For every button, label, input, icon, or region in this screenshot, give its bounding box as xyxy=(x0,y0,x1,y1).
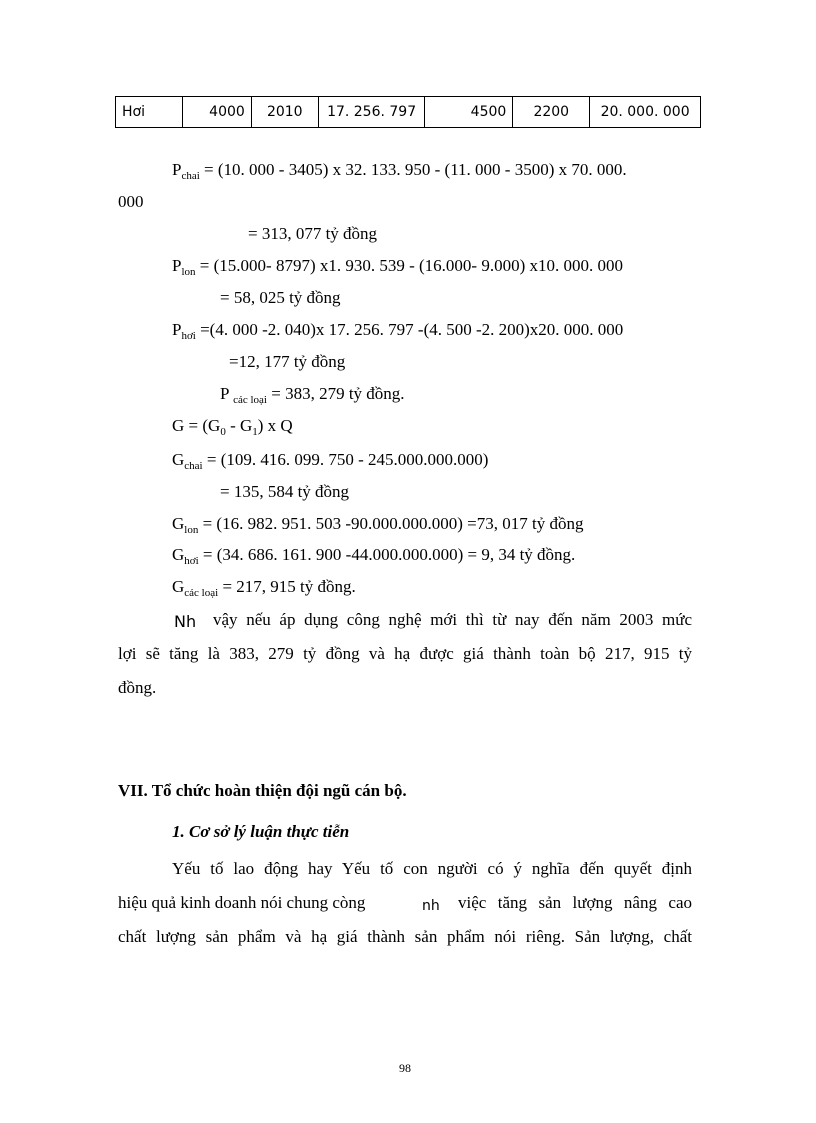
paragraph2-nh: nh xyxy=(422,898,440,914)
paragraph1-nh: Nh xyxy=(174,612,197,631)
formula-p-chai-result: = 313, 077 tỷ đồng xyxy=(248,224,378,243)
formula-g-chai: $G_{chai} = (109$. 416. 099. 750 - 245.000.000.000) xyxy=(172,450,489,472)
table-cell: 2010 xyxy=(251,97,318,128)
paragraph2-line: hiệu quả kinh doanh nói chung còng xyxy=(118,893,366,912)
data-table xyxy=(115,96,701,128)
table-cell: 2200 xyxy=(513,97,590,128)
paragraph2-line: Yếu tố lao động hay Yếu tố con người có ý nghĩa đến quyết định xyxy=(172,859,692,878)
formula-p-chai-continued: 000 xyxy=(118,192,144,211)
formula-p-total: P $_{các loại}$ = 383, 279 tỷ đồng. xyxy=(220,384,405,406)
page-number: 98 xyxy=(399,1061,411,1075)
table-cell: 17. 256. 797 xyxy=(318,97,425,128)
paragraph1-line: vậy nếu áp dụng công nghệ mới thì từ nay đến năm 2003 mức xyxy=(213,610,692,629)
table-cell: Hơi xyxy=(116,97,183,128)
formula-p-hoi: $P_{hơi} =(4$. 000 -2. 040)x 17. 256. 797 -(4. 500 -2. 200)x20. 000. 000 xyxy=(172,320,624,342)
formula-p-chai: $P_{chai} = (10$. 000 - 3405) x 32. 133. 950 - (11. 000 - 3500) x 70. 000. xyxy=(172,160,627,182)
formula-g-definition: $G = (G_0 - G_1)$ x Q xyxy=(172,416,293,438)
formula-g-chai-result: = 135, 584 tỷ đồng xyxy=(220,482,350,501)
paragraph1-line: lợi sẽ tăng là 383, 279 tỷ đồng và hạ được giá thành toàn bộ 217, 915 tỷ xyxy=(118,644,692,663)
paragraph1-line: đồng. xyxy=(118,678,157,697)
formula-g-total: $G_{các loại} = 217$, 915 tỷ đồng. xyxy=(172,577,356,599)
table-cell: 20. 000. 000 xyxy=(590,97,701,128)
table-row xyxy=(116,97,701,128)
formula-p-lon-result: = 58, 025 tỷ đồng xyxy=(220,288,341,307)
subheading: 1. Cơ sở lý luận thực tiễn xyxy=(172,822,350,841)
paragraph2-line: việc tăng sản lượng nâng cao xyxy=(458,893,692,912)
paragraph2-line: chất lượng sản phẩm và hạ giá thành sản phẩm nói riêng. Sản lượng, chất xyxy=(118,927,692,946)
formula-p-lon: $P_{lon} = (15.000-$ 8797) x1. 930. 539 - (16.000- 9.000) x10. 000. 000 xyxy=(172,256,623,278)
formula-p-hoi-result: =12, 177 tỷ đồng xyxy=(229,352,346,371)
section-heading: VII. Tổ chức hoàn thiện đội ngũ cán bộ. xyxy=(118,781,407,800)
formula-g-lon: $G_{lon} = (16$. 982. 951. 503 -90.000.000.000) =73, 017 tỷ đồng xyxy=(172,514,584,536)
table-cell: 4500 xyxy=(425,97,513,128)
formula-g-hoi: $G_{hơi} = (34$. 686. 161. 900 -44.000.000.000) = 9, 34 tỷ đồng. xyxy=(172,545,576,567)
table-cell: 4000 xyxy=(182,97,251,128)
